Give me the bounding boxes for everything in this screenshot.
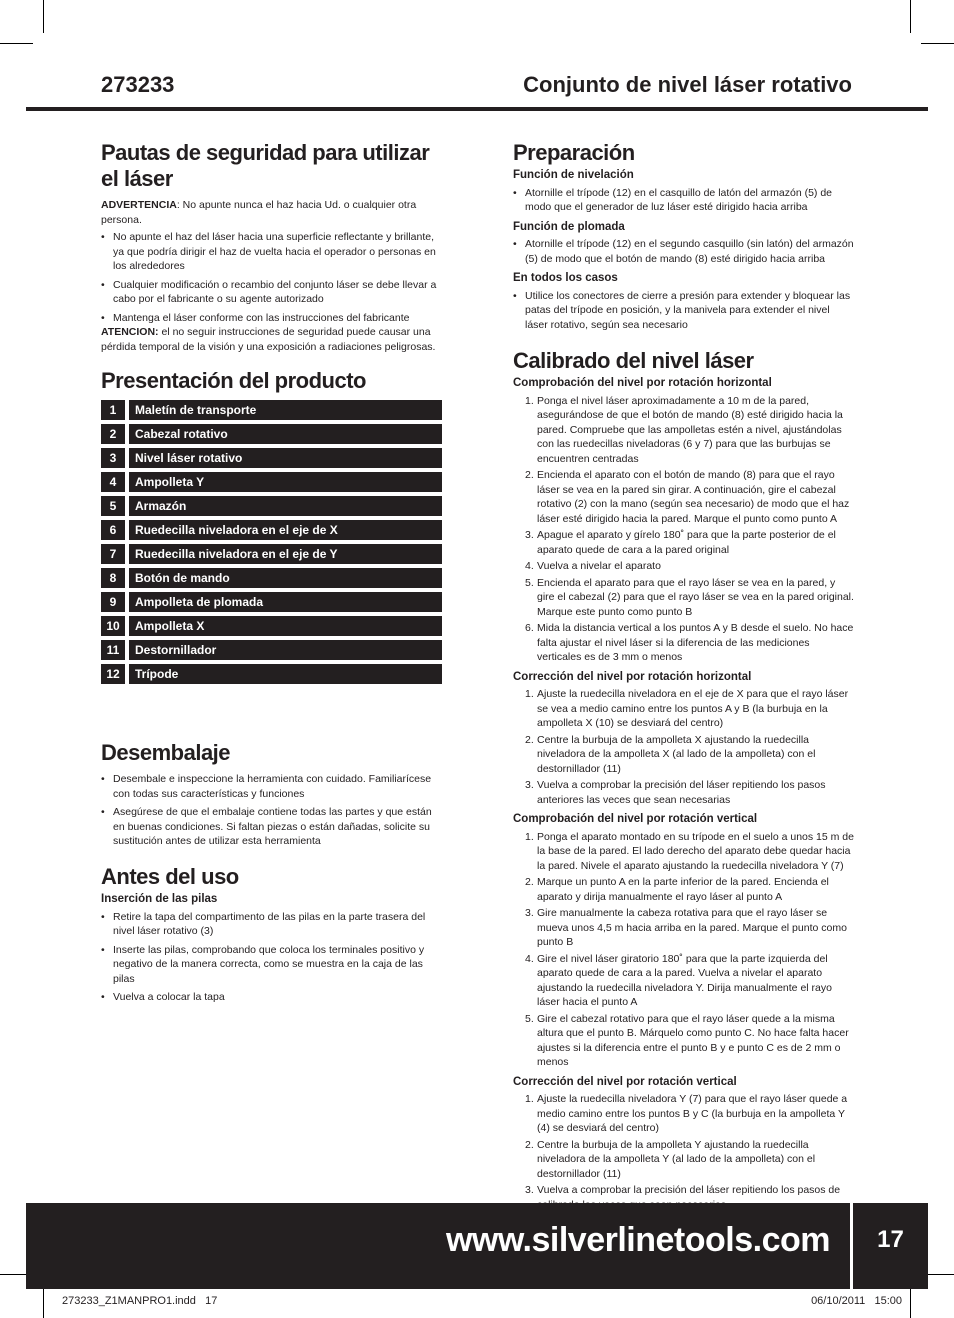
list-item: • Retire la tapa del compartimento de las pilas en la parte trasera del nivel láser rotativo (3) <box>101 910 442 939</box>
bullet-list <box>513 237 854 266</box>
step-text: Gire el cabezal rotativo para que el rayo láser quede a la misma altura que el punto B. Márquelo como punto C. No hace falta hacer ajustes si la diferencia entre el punto B y e punto C es de 2 mm o menos <box>537 1012 849 1068</box>
list-item <box>513 1138 854 1182</box>
list-item <box>513 394 854 467</box>
list-item <box>513 621 854 665</box>
part-number: 5 <box>101 496 125 516</box>
subheading: Inserción de las pilas <box>101 893 218 905</box>
attention-label: ATENCION: <box>101 326 159 338</box>
subheading: Comprobación del nivel por rotación horizontal <box>513 377 772 389</box>
part-label: Botón de mando <box>129 568 442 588</box>
numbered-list <box>513 1092 854 1212</box>
list-item: • Asegúrese de que el embalaje contiene todas las partes y que están en buenas condiciones. Si faltan piezas o están dañadas, solicite su sustitución antes de utilizar esta herramienta <box>101 805 442 849</box>
list-item <box>513 778 854 807</box>
step-number: 1. <box>525 688 534 700</box>
step-number: 1. <box>525 830 534 843</box>
list-item: • Inserte las pilas, comprobando que coloca los terminales positivo y negativo de la manera correcta, como se muestra en la caja de las pilas <box>101 943 442 987</box>
product-section <box>101 368 442 688</box>
subheading: En todos los casos <box>513 272 618 284</box>
list-item: • No apunte el haz del láser hacia una superficie reflectante y brillante, ya que podría dirigir el haz de vuelta hacia el operador o personas en los alrededores <box>101 230 442 274</box>
part-label: Armazón <box>129 496 442 516</box>
section-title: Antes del uso <box>101 864 239 889</box>
page-number: 17 <box>853 1203 928 1289</box>
list-item: • Cualquier modificación o recambio del conjunto láser se debe llevar a cabo por el fabricante o su agente autorizado <box>101 278 442 307</box>
unpacking-section <box>101 740 442 853</box>
table-row <box>101 640 442 660</box>
list-item: • Desembale e inspeccione la herramienta con cuidado. Familiarícese con todas sus características y funciones <box>101 772 442 801</box>
list-item <box>513 576 854 620</box>
section-title: Preparación <box>513 140 635 165</box>
table-row <box>101 448 442 468</box>
step-number: 3. <box>525 907 534 919</box>
section-title: Desembalaje <box>101 740 231 765</box>
part-label: Maletín de transporte <box>129 400 442 420</box>
list-item: • Atornille el trípode (12) en el casquillo de latón del armazón (5) de modo que el generador de luz láser esté dirigido hacia arriba <box>513 186 854 215</box>
part-number: 10 <box>101 616 125 636</box>
step-text: Encienda el aparato con el botón de mando (8) para que el rayo láser se vea en la pared sin girar. A continuación, gire el cabezal rotativo (2) con la mano (según sea necesario) de modo que el haz láser esté dirigido hacia la pared. Marque el punto como punto A <box>537 469 850 525</box>
step-text: Encienda el aparato para que el rayo láser se vea en la pared, y gire el cabezal (2) para que el rayo láser se vea en la pared original. Marque este punto como punto B <box>537 576 854 618</box>
step-text: Ajuste la ruedecilla niveladora en el eje de X para que el rayo láser se vea a medio camino entre los puntos A y B (la burbuja en la ampolleta X (10) se desviará del centro) <box>537 688 849 729</box>
part-label: Trípode <box>129 664 442 684</box>
step-number: 2. <box>525 876 534 888</box>
table-row <box>101 496 442 516</box>
numbered-list <box>513 394 854 665</box>
list-item <box>513 559 854 574</box>
crop-mark <box>910 0 911 33</box>
page-title: Conjunto de nivel láser rotativo <box>523 72 852 97</box>
warning-label: ADVERTENCIA <box>101 199 177 211</box>
step-text: Gire el nivel láser giratorio 180˚ para que la parte izquierda del aparato quede de cara a la pared. Vuelva a nivelar el aparato ajustando la ruedecilla niveladora Y. Dirija manualmente el rayo láser hacia el punto A <box>537 952 832 1008</box>
step-text: Mida la distancia vertical a los puntos A y B desde el suelo. No hace falta ajustar el nivel láser si la diferencia de las mediciones verticales es de 3 mm o menos <box>537 622 854 663</box>
step-number: 5. <box>525 576 534 589</box>
table-row <box>101 568 442 588</box>
part-label: Ruedecilla niveladora en el eje de Y <box>129 544 442 564</box>
step-text: Ajuste la ruedecilla niveladora Y (7) para que el rayo láser quede a medio camino entre los puntos B y C (la burbuja en la ampolleta Y (4) se desviará del centro) <box>537 1093 848 1134</box>
header-rule <box>26 107 928 111</box>
section-title: Calibrado del nivel láser <box>513 348 754 373</box>
step-text: Centre la burbuja de la ampolleta Y ajustando la ruedecilla niveladora de la ampolleta Y (al lado de la ampolleta) con el destornillador (11) <box>537 1138 816 1180</box>
bullet-list <box>101 772 442 849</box>
part-number: 9 <box>101 592 125 612</box>
step-text: Ponga el nivel láser aproximadamente a 10 m de la pared, asegurándose de que el botón de mando (8) esté dirigido hacia la pared. Compruebe que las ampolletas estén a nivel, ajustándolas con las ruedecillas niveladoras (6 y 7) para que las burbujas se encuentren centradas <box>537 394 843 465</box>
warning-text: : No apunte nunca el haz hacia Ud. o cualquier otra persona. <box>101 199 417 226</box>
part-number: 3 <box>101 448 125 468</box>
step-text: Vuelva a comprobar la precisión del láser repitiendo los pasos anteriores las veces que sean necesarias <box>537 779 826 806</box>
file-slug: 273233_Z1MANPRO1.indd 17 <box>62 1295 218 1307</box>
step-text: Vuelva a comprobar la precisión del láser repitiendo los pasos de <box>537 1184 841 1196</box>
step-number: 3. <box>525 529 534 541</box>
part-number: 7 <box>101 544 125 564</box>
calibration-body <box>513 376 854 1212</box>
part-label: Ampolleta de plomada <box>129 592 442 612</box>
parts-table <box>101 396 442 688</box>
list-item: • Mantenga el láser conforme con las instrucciones del fabricante <box>101 311 442 326</box>
attention-paragraph <box>101 325 442 354</box>
crop-mark <box>0 43 33 44</box>
before-use-section <box>101 864 442 1009</box>
safety-section <box>101 140 442 357</box>
part-number: 12 <box>101 664 125 684</box>
step-text: Vuelva a nivelar el aparato <box>537 560 661 572</box>
table-row <box>101 520 442 540</box>
part-number: 11 <box>101 640 125 660</box>
list-item <box>513 906 854 950</box>
bullet-list <box>101 230 442 325</box>
step-number: 2. <box>525 733 534 746</box>
step-number: 2. <box>525 469 534 481</box>
numbered-list <box>513 830 854 1070</box>
calibration-section <box>513 348 854 1215</box>
subheading: Corrección del nivel por rotación horizontal <box>513 670 752 683</box>
step-number: 3. <box>525 779 534 791</box>
list-item <box>513 733 854 777</box>
list-item <box>513 830 854 874</box>
step-text: Ponga el aparato montado en su trípode en el suelo a unos 15 m de la base de la pared. El lado derecho del aparato debe quedar hacia la pared. Nivele el aparato ajustando la ruedecilla niveladora Y (7) <box>537 830 854 872</box>
step-number: 4. <box>525 952 534 965</box>
attention-text: el no seguir instrucciones de seguridad puede causar una pérdida temporal de la visión y una exposición a radiaciones peligrosas. <box>101 326 436 353</box>
product-number: 273233 <box>101 72 175 97</box>
bullet-list <box>101 910 442 1005</box>
list-item <box>513 875 854 904</box>
step-number: 2. <box>525 1138 534 1151</box>
step-number: 5. <box>525 1012 534 1025</box>
preparation-section <box>513 140 854 336</box>
table-row <box>101 424 442 444</box>
step-text: Centre la burbuja de la ampolleta X ajustando la ruedecilla niveladora de la ampolleta X (al lado de la ampolleta) con el destornillador (11) <box>537 733 816 775</box>
step-number: 1. <box>525 1093 534 1105</box>
list-item <box>513 468 854 526</box>
step-number: 4. <box>525 560 534 572</box>
part-number: 2 <box>101 424 125 444</box>
step-number: 1. <box>525 394 534 407</box>
table-row <box>101 472 442 492</box>
part-label: Ruedecilla niveladora en el eje de X <box>129 520 442 540</box>
table-row <box>101 544 442 564</box>
list-item: • Vuelva a colocar la tapa <box>101 990 442 1005</box>
list-item <box>513 1092 854 1136</box>
step-text: Apague el aparato y gírelo 180˚ para que la parte posterior de el aparato quede de cara a la pared original <box>537 529 836 556</box>
section-title: Presentación del producto <box>101 368 366 393</box>
table-row <box>101 400 442 420</box>
bullet-list <box>513 289 854 333</box>
list-item: • Utilice los conectores de cierre a presión para extender y bloquear las patas del trípode en posición, y la manivela para extender el nivel láser rotativo, según sea necesario <box>513 289 854 333</box>
step-text: Gire manualmente la cabeza rotativa para que el rayo láser se mueva unos 4,5 m hacia arriba en la pared. Marque el punto como punto B <box>537 907 847 948</box>
part-label: Ampolleta Y <box>129 472 442 492</box>
subheading: Función de plomada <box>513 220 625 233</box>
part-label: Nivel láser rotativo <box>129 448 442 468</box>
list-item: • Atornille el trípode (12) en el segundo casquillo (sin latón) del armazón (5) de modo que el botón de mando (8) esté dirigido hacia arriba <box>513 237 854 266</box>
part-label: Ampolleta X <box>129 616 442 636</box>
part-number: 8 <box>101 568 125 588</box>
step-text: Marque un punto A en la parte inferior de la pared. Encienda el aparato y dirija manualmente el rayo láser al punto A <box>537 876 829 903</box>
part-number: 6 <box>101 520 125 540</box>
table-row <box>101 664 442 684</box>
part-number: 1 <box>101 400 125 420</box>
subheading: Corrección del nivel por rotación vertical <box>513 1075 737 1088</box>
list-item <box>513 952 854 1010</box>
date-slug: 06/10/2011 15:00 <box>811 1295 902 1307</box>
part-number: 4 <box>101 472 125 492</box>
list-item <box>513 1012 854 1070</box>
subheading: Comprobación del nivel por rotación vertical <box>513 813 758 825</box>
table-row <box>101 616 442 636</box>
table-row <box>101 592 442 612</box>
crop-mark <box>43 1285 44 1318</box>
list-item <box>513 528 854 557</box>
section-title: Pautas de seguridad para utilizar el láser <box>101 140 430 191</box>
step-number: 3. <box>525 1184 534 1196</box>
warning-paragraph <box>101 198 442 227</box>
part-label: Cabezal rotativo <box>129 424 442 444</box>
numbered-list <box>513 687 854 807</box>
step-number: 6. <box>525 622 534 634</box>
crop-mark <box>910 1285 911 1318</box>
crop-mark <box>921 43 954 44</box>
bullet-list <box>513 186 854 215</box>
website-url[interactable]: www.silverlinetools.com <box>445 1221 830 1259</box>
subheading: Función de nivelación <box>513 169 634 181</box>
crop-mark <box>43 0 44 33</box>
list-item <box>513 687 854 731</box>
part-label: Destornillador <box>129 640 442 660</box>
